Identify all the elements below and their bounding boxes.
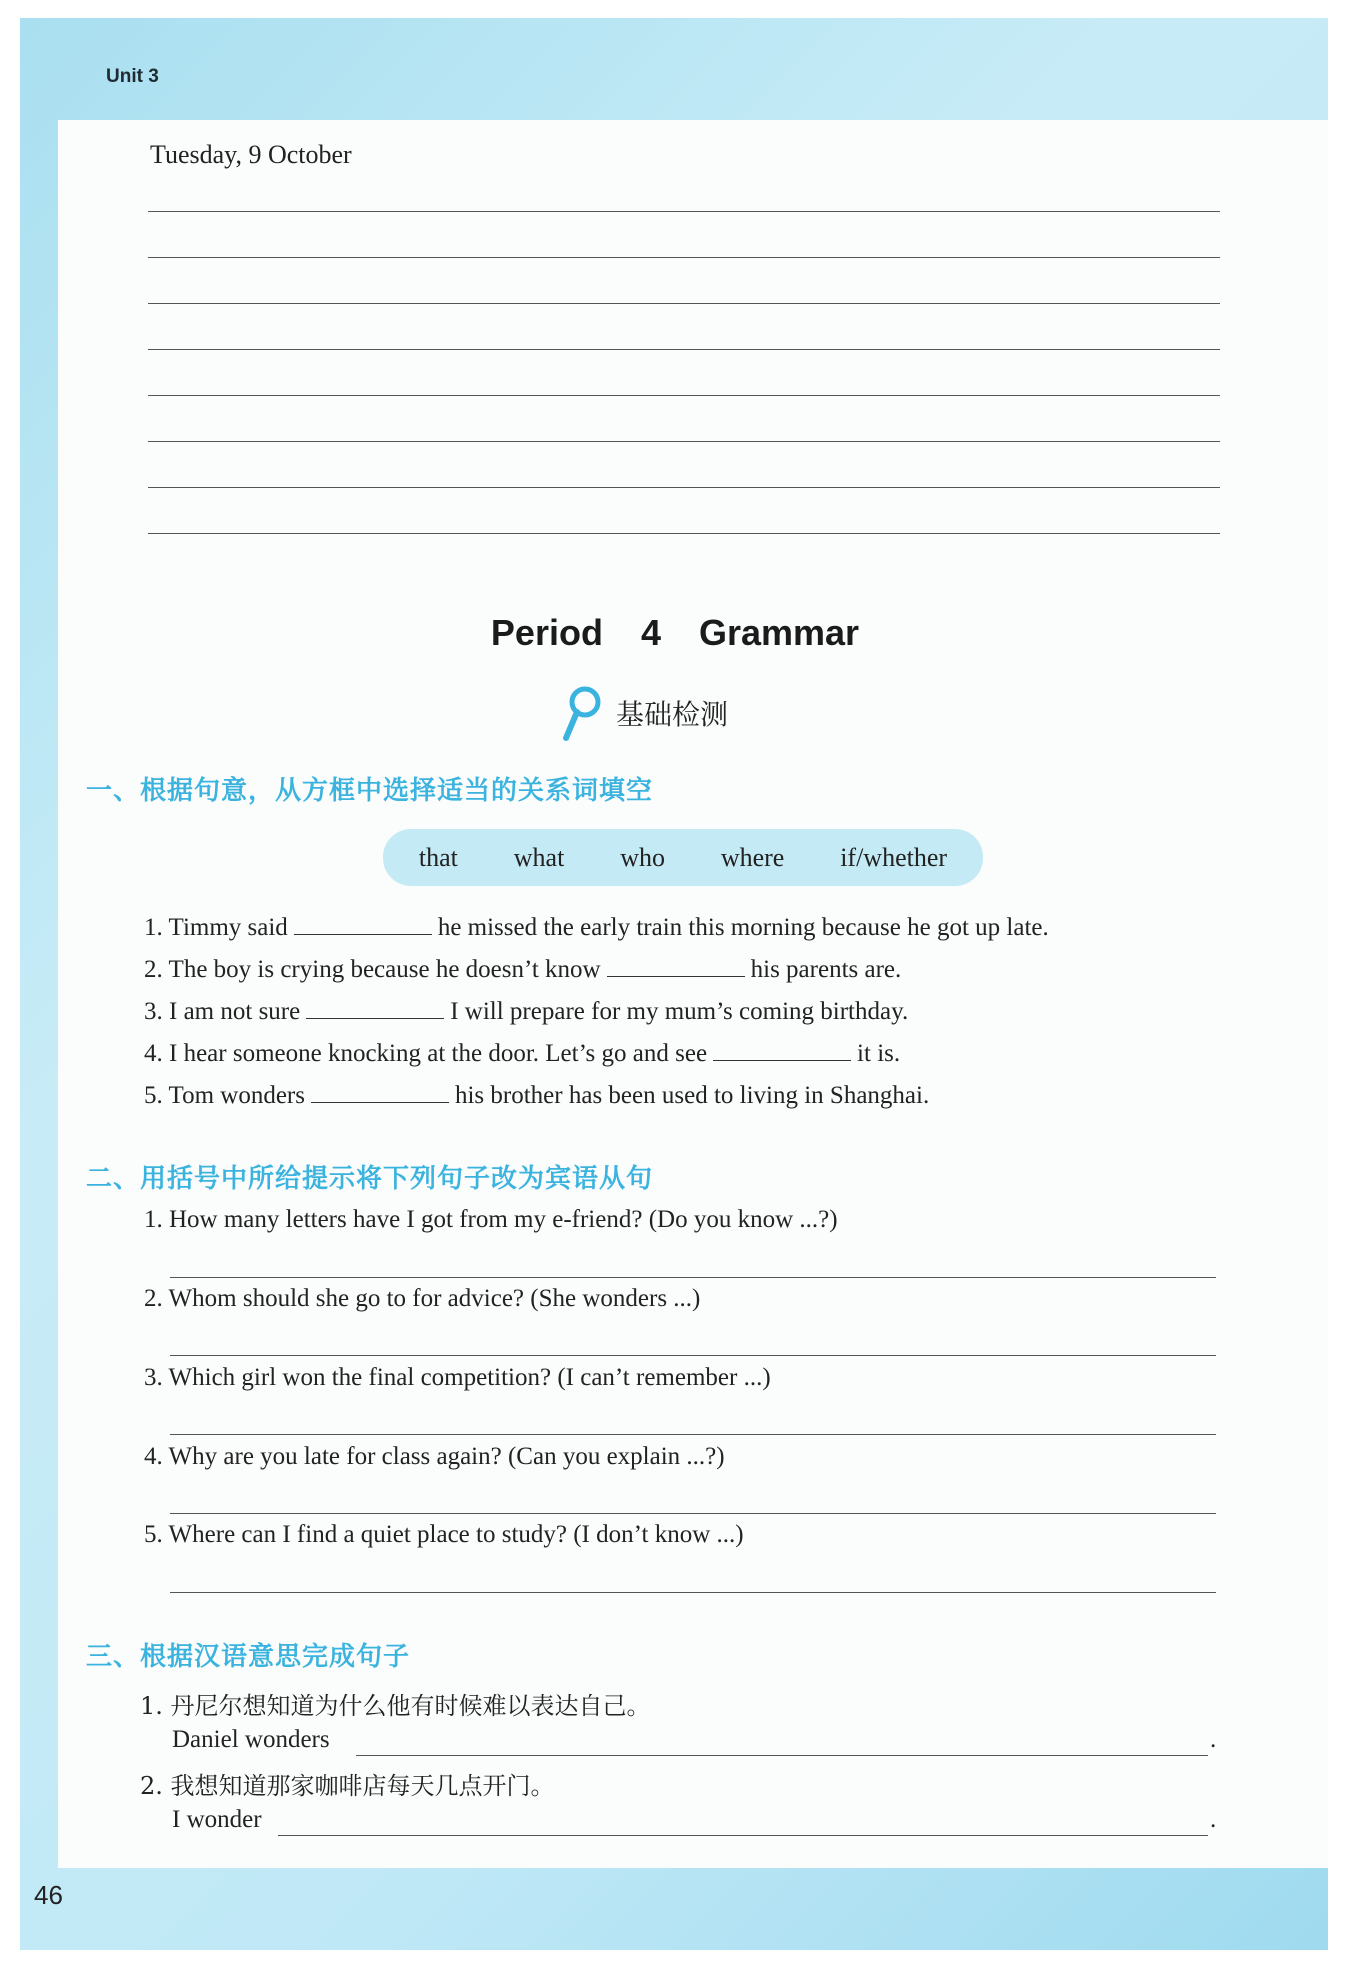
- writing-line[interactable]: [148, 211, 1220, 212]
- rewrite-item-4: 4. Why are you late for class again? (Can you explain ...?): [144, 1443, 725, 1470]
- rewrite-item-1: 1. How many letters have I got from my e-friend? (Do you know ...?): [144, 1206, 838, 1233]
- period-mark: .: [1210, 1726, 1217, 1753]
- section1-title: 一、根据句意，从方框中选择适当的关系词填空: [86, 776, 654, 806]
- word-option: where: [720, 842, 785, 872]
- writing-line[interactable]: [148, 533, 1220, 534]
- worksheet-page: [58, 120, 1328, 1868]
- word-option: who: [620, 842, 665, 872]
- period-title: Period 4 Grammar: [490, 612, 860, 653]
- translate-item-1-chinese: 1. 丹尼尔想知道为什么他有时候难以表达自己。: [140, 1692, 651, 1720]
- answer-line[interactable]: [356, 1755, 1208, 1756]
- rewrite-item-2: 2. Whom should she go to for advice? (She wonders ...): [144, 1285, 701, 1312]
- answer-blank[interactable]: [713, 1038, 851, 1061]
- answer-blank[interactable]: [607, 954, 745, 977]
- writing-line[interactable]: [148, 487, 1220, 488]
- fill-item-1: [144, 912, 1049, 942]
- answer-blank[interactable]: [306, 996, 444, 1019]
- basic-check-label: 基础检测: [616, 698, 729, 731]
- item-text: 2. The boy is crying because he doesn’t know: [144, 956, 601, 983]
- item-text: his brother has been used to living in Shanghai.: [454, 1082, 930, 1109]
- writing-line[interactable]: [148, 257, 1220, 258]
- answer-line[interactable]: [170, 1592, 1216, 1593]
- item-text: it is.: [857, 1040, 901, 1067]
- fill-item-2: [144, 954, 901, 984]
- basic-check-heading: [560, 683, 728, 743]
- magnifier-icon: [560, 684, 604, 742]
- rewrite-item-3: 3. Which girl won the final competition? (I can’t remember ...): [144, 1364, 771, 1391]
- answer-blank[interactable]: [311, 1080, 449, 1103]
- page-number: 46: [34, 1880, 63, 1910]
- item-text: 1. Timmy said: [144, 914, 288, 941]
- answer-line[interactable]: [170, 1355, 1216, 1356]
- period-mark: .: [1210, 1806, 1217, 1833]
- word-box: [383, 829, 983, 886]
- word-option: what: [513, 842, 565, 872]
- answer-blank[interactable]: [294, 912, 432, 935]
- rewrite-item-5: 5. Where can I find a quiet place to study? (I don’t know ...): [144, 1521, 744, 1548]
- fill-item-4: [144, 1038, 900, 1068]
- writing-line[interactable]: [148, 395, 1220, 396]
- writing-line[interactable]: [148, 349, 1220, 350]
- unit-label: Unit 3: [106, 66, 159, 87]
- item-text: he missed the early train this morning because he got up late.: [437, 914, 1049, 941]
- diary-date: Tuesday, 9 October: [150, 140, 352, 169]
- item-text: his parents are.: [750, 956, 902, 983]
- translate-item-2-chinese: 2. 我想知道那家咖啡店每天几点开门。: [140, 1772, 555, 1800]
- fill-item-3: [144, 996, 908, 1026]
- word-option: if/whether: [840, 842, 948, 872]
- item-text: 3. I am not sure: [144, 998, 301, 1025]
- item-text: 4. I hear someone knocking at the door. Let’s go and see: [144, 1040, 708, 1067]
- fill-item-5: [144, 1080, 929, 1110]
- answer-line[interactable]: [278, 1835, 1208, 1836]
- writing-line[interactable]: [148, 441, 1220, 442]
- answer-line[interactable]: [170, 1434, 1216, 1435]
- section2-title: 二、用括号中所给提示将下列句子改为宾语从句: [86, 1164, 654, 1194]
- item-text: I will prepare for my mum’s coming birthday.: [450, 998, 909, 1025]
- item-text: 5. Tom wonders: [144, 1082, 305, 1109]
- translate-item-1-prompt: Daniel wonders: [172, 1726, 330, 1753]
- word-option: that: [418, 842, 458, 872]
- translate-item-2-prompt: I wonder: [172, 1806, 262, 1833]
- answer-line[interactable]: [170, 1513, 1216, 1514]
- writing-line[interactable]: [148, 303, 1220, 304]
- section3-title: 三、根据汉语意思完成句子: [86, 1642, 411, 1672]
- answer-line[interactable]: [170, 1277, 1216, 1278]
